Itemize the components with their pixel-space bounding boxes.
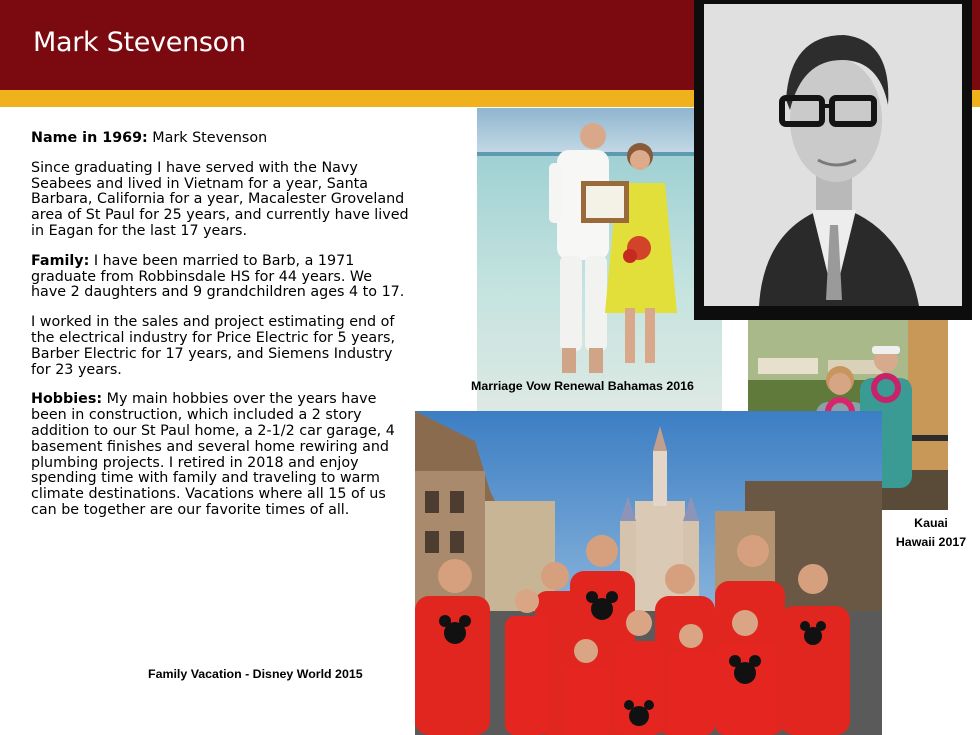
name-paragraph xyxy=(31,131,411,147)
bahamas-caption: Marriage Vow Renewal Bahamas 2016 xyxy=(471,379,694,393)
page-title: Mark Stevenson xyxy=(33,27,246,58)
family-label: Family: xyxy=(31,252,90,269)
disney-caption: Family Vacation - Disney World 2015 xyxy=(148,667,363,681)
name-value: Mark Stevenson xyxy=(147,130,268,146)
name-label: Name in 1969: xyxy=(31,130,148,146)
bahamas-photo xyxy=(477,108,722,418)
kauai-caption-line2: Hawaii 2017 xyxy=(895,535,967,549)
hobbies-value: My main hobbies over the years have been in construction, which included a 2 story addition to our St Paul home, a 2-1/2 car garage, 4 basement finishes and several home rewiring and plumbing projects. I retired in 2018 and enjoy spending time with family and traveling to warm climate destinations. Vacations where all 15 of us can be together are our favorite times of all. xyxy=(31,391,395,518)
hobbies-paragraph xyxy=(31,392,411,518)
family-paragraph xyxy=(31,254,411,301)
disney-photo xyxy=(415,411,882,735)
family-value: I have been married to Barb, a 1971 graduate from Robbinsdale HS for 44 years. We have 2 daughters and 9 grandchildren ages 4 to 17. xyxy=(31,252,405,301)
kauai-caption-line1: Kauai xyxy=(914,516,948,530)
service-paragraph: Since graduating I have served with the Navy Seabees and lived in Vietnam for a year, Santa Barbara, California for a year, Macalester Groveland area of St Paul for 25 years, and currently have lived in Eagan for the last 17 years. xyxy=(31,159,409,239)
work-paragraph: I worked in the sales and project estimating end of the electrical industry for Price Electric for 5 years, Barber Electric for 17 years, and Siemens Industry for 23 years. xyxy=(31,314,396,378)
bio-text xyxy=(31,131,411,533)
hobbies-label: Hobbies: xyxy=(31,391,103,408)
yearbook-photo xyxy=(694,0,972,320)
kauai-caption xyxy=(882,514,980,552)
